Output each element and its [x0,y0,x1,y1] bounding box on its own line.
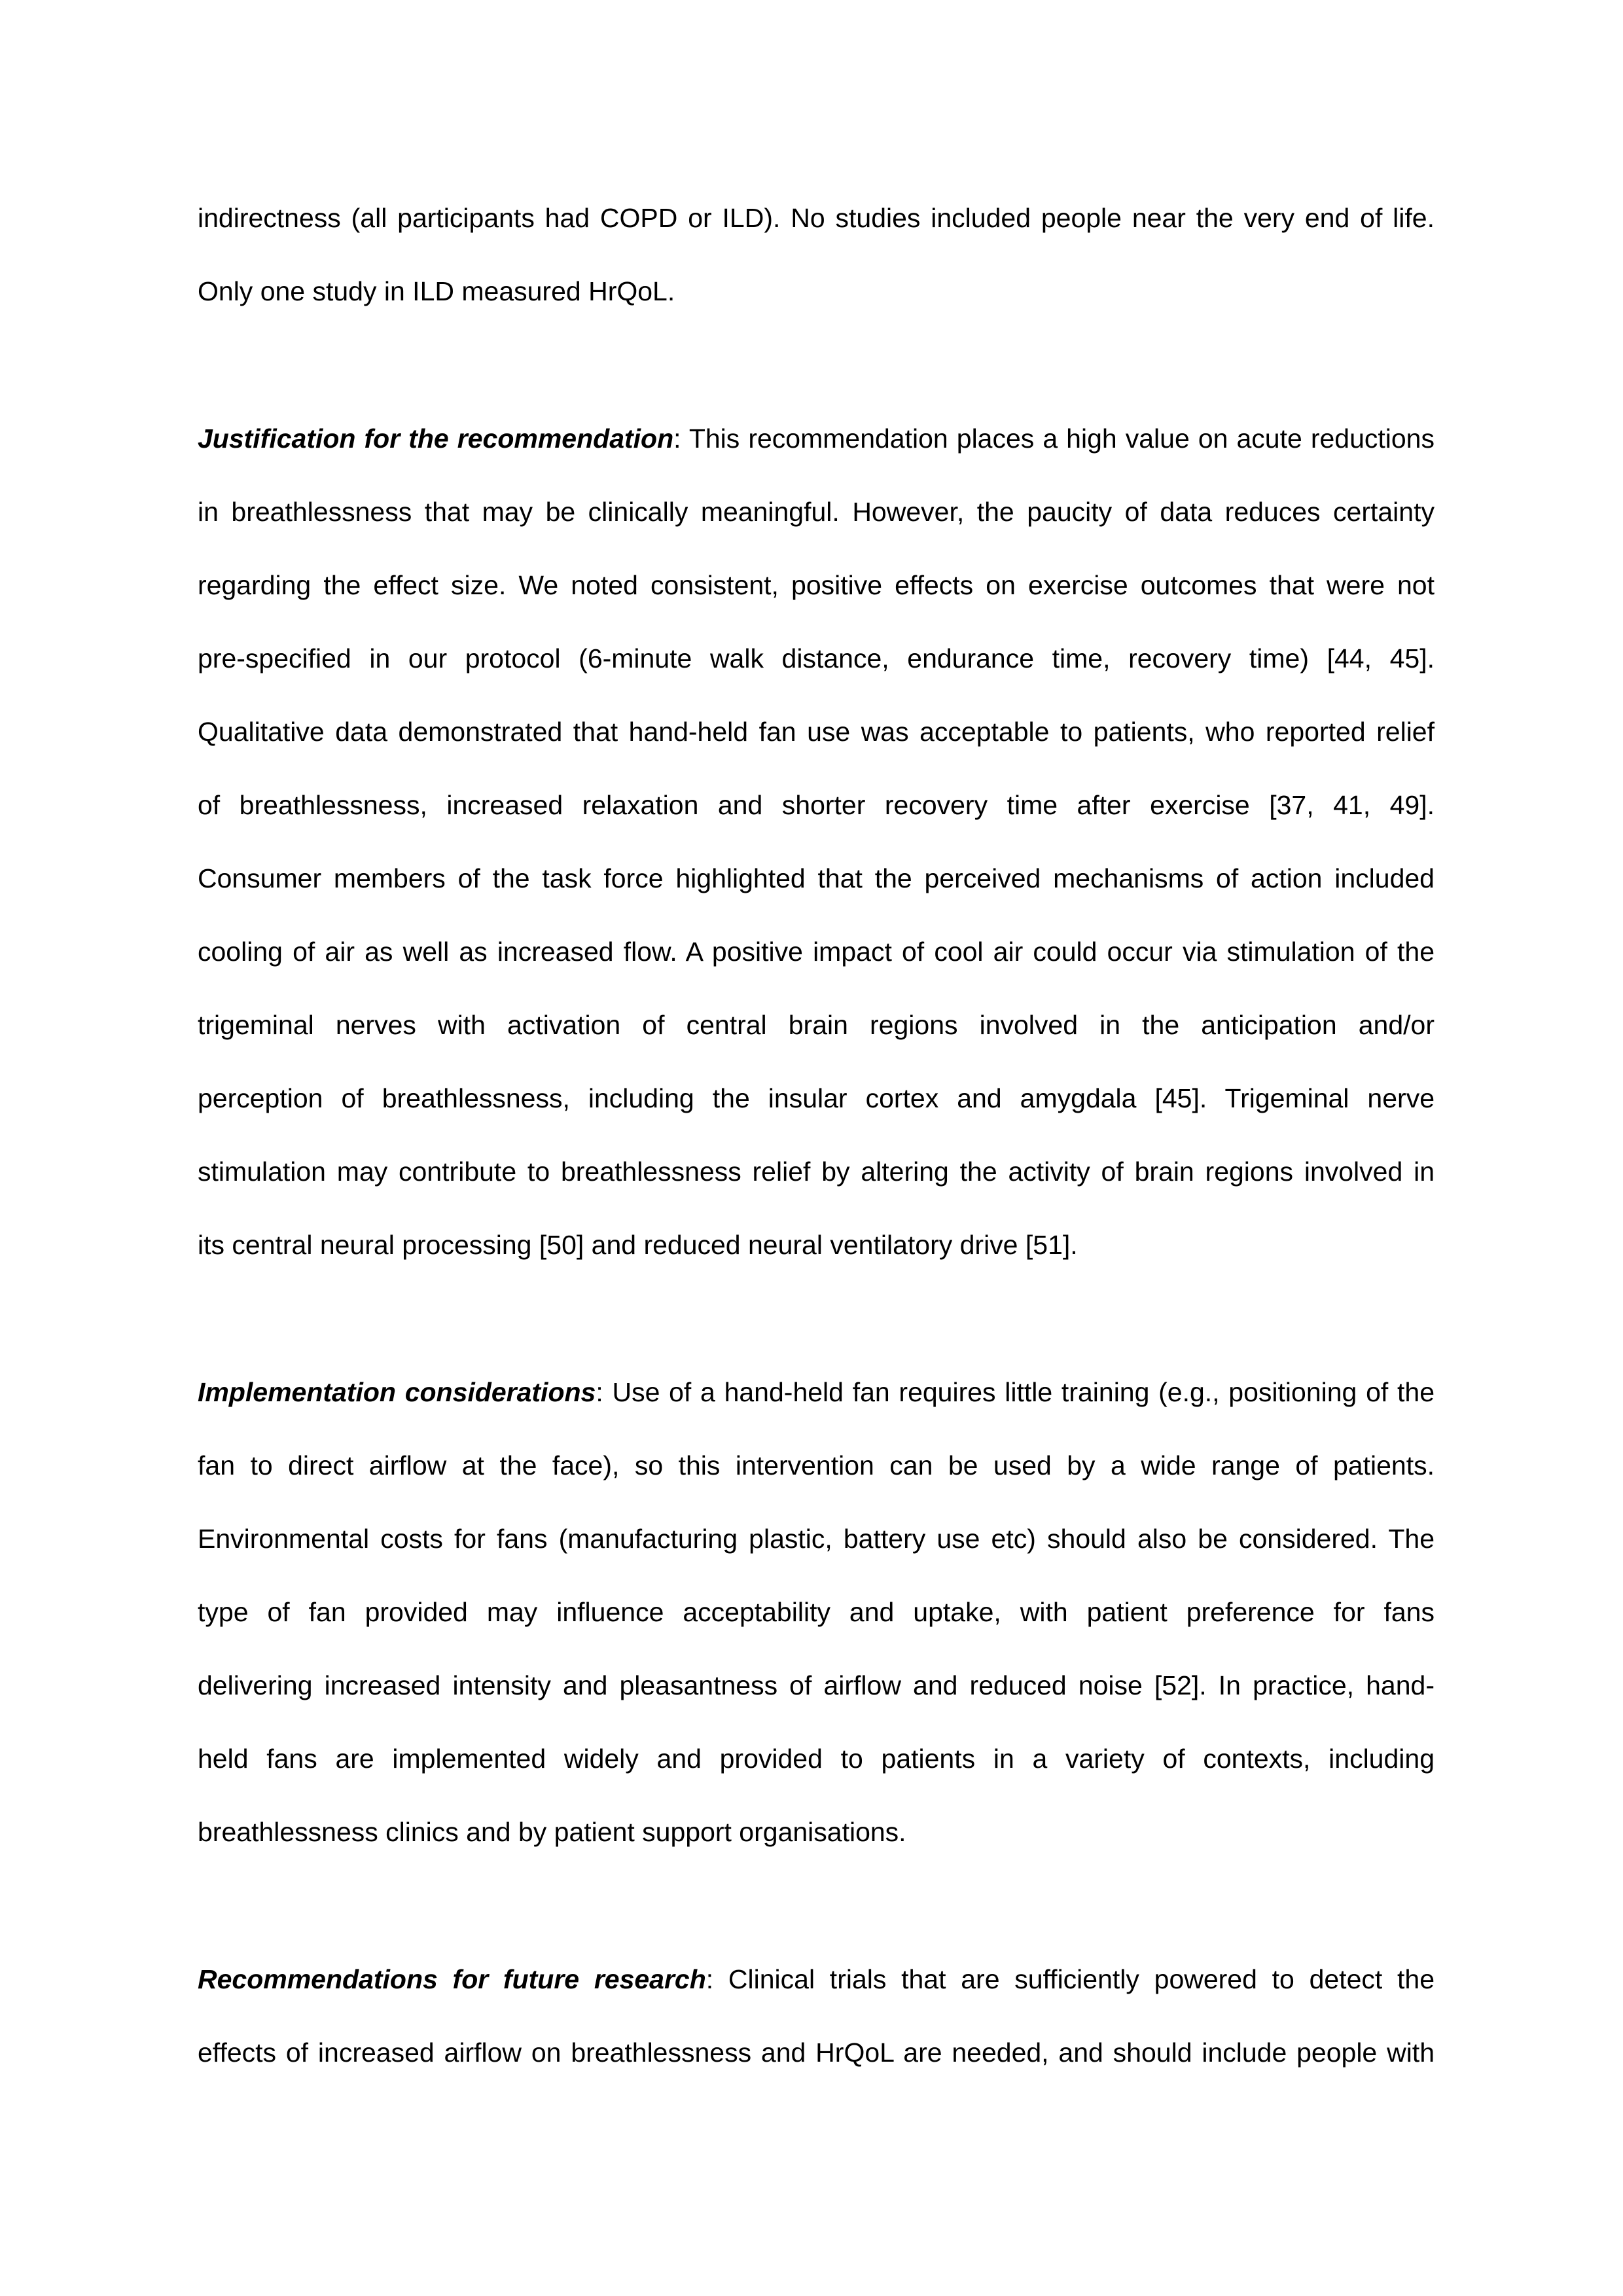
section-heading-justification: Justification for the recommendation [198,423,674,454]
text-span: : This recommendation places a high value on acute reductions [673,423,1435,454]
text-span: : Use of a hand-held fan requires little training (e.g., positioning of the [596,1377,1435,1407]
text-line: type of fan provided may influence acceptability and uptake, with patient preference for fans [198,1597,1435,1627]
text-line: Environmental costs for fans (manufacturing plastic, battery use etc) should also be considered. The [198,1524,1435,1554]
section-heading-implementation: Implementation considerations [198,1377,596,1407]
text-line: held fans are implemented widely and provided to patients in a variety of contexts, including [198,1744,1435,1774]
text-line: perception of breathlessness, including the insular cortex and amygdala [45]. Trigeminal nerve [198,1083,1435,1113]
section-heading-future-research: Recommendations for future research [198,1964,706,1994]
text-line: of breathlessness, increased relaxation and shorter recovery time after exercise [37, 41, 49]. [198,790,1435,820]
text-line: Consumer members of the task force highlighted that the perceived mechanisms of action included [198,863,1435,893]
text-span: : Clinical trials that are sufficiently powered to detect the [705,1964,1435,1994]
text-line: breathlessness clinics and by patient support organisations. [198,1817,906,1847]
text-line: stimulation may contribute to breathlessness relief by altering the activity of brain regions involved in [198,1157,1435,1187]
text-line: trigeminal nerves with activation of central brain regions involved in the anticipation and/or [198,1010,1435,1040]
text-line [198,1963,1435,1996]
text-line: pre-specified in our protocol (6-minute walk distance, endurance time, recovery time) [44, 45]. [198,643,1435,673]
text-line: cooling of air as well as increased flow. A positive impact of cool air could occur via stimulation of the [198,937,1435,967]
text-line: its central neural processing [50] and reduced neural ventilatory drive [51]. [198,1230,1078,1260]
text-line: in breathlessness that may be clinically meaningful. However, the paucity of data reduces certainty [198,497,1435,527]
text-line: fan to direct airflow at the face), so this intervention can be used by a wide range of patients. [198,1450,1435,1480]
text-line [198,1376,1435,1408]
text-line: indirectness (all participants had COPD or ILD). No studies included people near the very end of life. [198,203,1435,233]
text-line: Only one study in ILD measured HrQoL. [198,276,675,306]
text-line: regarding the effect size. We noted consistent, positive effects on exercise outcomes that were not [198,570,1435,600]
text-line: effects of increased airflow on breathlessness and HrQoL are needed, and should include people with [198,2037,1435,2068]
text-line: delivering increased intensity and pleasantness of airflow and reduced noise [52]. In practice, hand- [198,1670,1435,1700]
text-line [198,422,1435,455]
text-line: Qualitative data demonstrated that hand-held fan use was acceptable to patients, who reported relief [198,717,1435,747]
